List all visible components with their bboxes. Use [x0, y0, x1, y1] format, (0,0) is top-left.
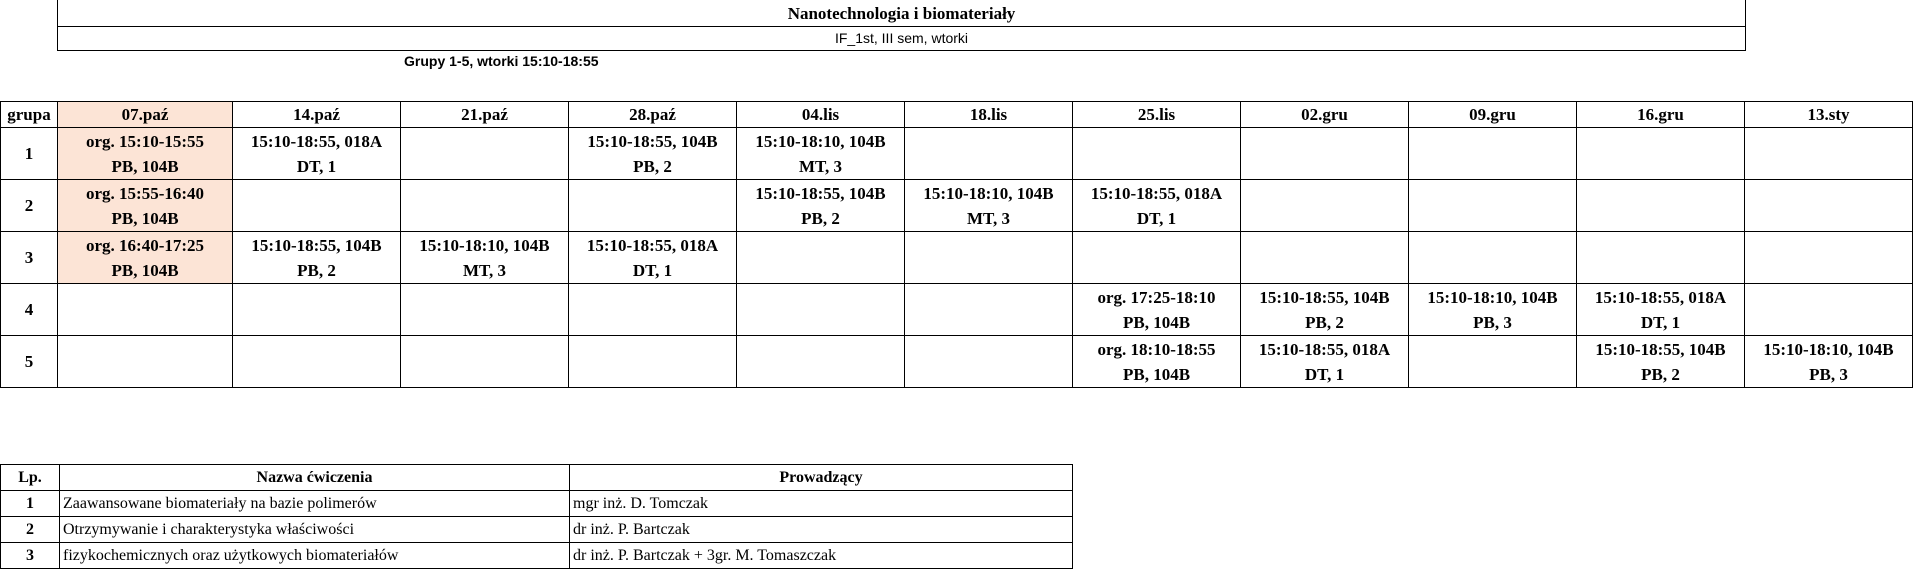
legend-header-lp: Lp. — [1, 465, 60, 491]
legend-header-teacher: Prowadzący — [570, 465, 1073, 491]
schedule-table — [0, 101, 1913, 388]
group-number: 5 — [1, 336, 58, 388]
legend-lp: 3 — [1, 543, 60, 569]
cell-teacher-exercise: PB, 104B — [1122, 312, 1191, 332]
cell-time-room: org. 17:25-18:10 — [1097, 287, 1216, 307]
groups-note: Grupy 1-5, wtorki 15:10-18:55 — [404, 53, 599, 69]
schedule-cell — [233, 336, 401, 388]
cell-time-room: 15:10-18:10, 104B — [1427, 287, 1558, 307]
cell-teacher-exercise: PB, 2 — [1641, 364, 1680, 384]
legend-table — [0, 464, 1073, 569]
date-header: 18.lis — [905, 102, 1073, 128]
cell-teacher-exercise: DT, 1 — [1136, 208, 1177, 228]
schedule-cell — [569, 336, 737, 388]
schedule-cell — [1241, 284, 1409, 336]
date-header: 25.lis — [1073, 102, 1241, 128]
schedule-cell — [737, 336, 905, 388]
date-header: 07.paź — [58, 102, 233, 128]
schedule-cell — [1073, 336, 1241, 388]
legend-teacher: mgr inż. D. Tomczak — [570, 491, 1073, 517]
schedule-cell — [1241, 180, 1409, 232]
cell-time-room: org. 15:10-15:55 — [85, 131, 205, 151]
schedule-cell — [1073, 128, 1241, 180]
schedule-body — [1, 128, 1913, 388]
legend-lp: 2 — [1, 517, 60, 543]
schedule-cell — [233, 128, 401, 180]
legend-teacher: dr inż. P. Bartczak — [570, 517, 1073, 543]
schedule-cell — [401, 336, 569, 388]
cell-teacher-exercise: PB, 104B — [111, 208, 179, 228]
cell-time-room: org. 16:40-17:25 — [85, 235, 205, 255]
schedule-row — [1, 336, 1913, 388]
schedule-cell — [737, 128, 905, 180]
legend-header-name: Nazwa ćwiczenia — [60, 465, 570, 491]
page-title: Nanotechnologia i biomateriały — [57, 0, 1746, 27]
legend-lp: 1 — [1, 491, 60, 517]
schedule-row — [1, 232, 1913, 284]
cell-teacher-exercise: PB, 2 — [297, 260, 336, 280]
schedule-cell — [1073, 284, 1241, 336]
schedule-cell — [233, 232, 401, 284]
date-header: 16.gru — [1577, 102, 1745, 128]
schedule-cell — [58, 284, 233, 336]
date-header: 02.gru — [1241, 102, 1409, 128]
schedule-cell — [401, 128, 569, 180]
cell-teacher-exercise: PB, 2 — [633, 156, 672, 176]
schedule-cell — [737, 180, 905, 232]
schedule-cell — [905, 284, 1073, 336]
schedule-cell — [1745, 336, 1913, 388]
schedule-cell — [1241, 232, 1409, 284]
date-header: 14.paź — [233, 102, 401, 128]
schedule-cell — [1577, 284, 1745, 336]
schedule-cell — [1409, 232, 1577, 284]
legend-row — [1, 543, 1073, 569]
schedule-cell — [401, 284, 569, 336]
cell-teacher-exercise: MT, 3 — [966, 208, 1011, 228]
date-header: 28.paź — [569, 102, 737, 128]
schedule-cell — [569, 232, 737, 284]
cell-time-room: 15:10-18:55, 018A — [1090, 183, 1223, 203]
schedule-cell — [905, 336, 1073, 388]
cell-teacher-exercise: PB, 104B — [111, 156, 179, 176]
schedule-cell — [401, 180, 569, 232]
group-number: 3 — [1, 232, 58, 284]
cell-time-room: 15:10-18:55, 104B — [587, 131, 718, 151]
cell-time-room: 15:10-18:55, 018A — [1594, 287, 1727, 307]
schedule-cell — [1745, 232, 1913, 284]
schedule-cell — [1745, 180, 1913, 232]
cell-time-room: 15:10-18:55, 018A — [1258, 339, 1391, 359]
legend-name: Otrzymywanie i charakterystyka właściwości — [60, 517, 570, 543]
schedule-cell — [1073, 232, 1241, 284]
schedule-cell — [569, 128, 737, 180]
schedule-cell — [1409, 128, 1577, 180]
cell-time-room: 15:10-18:55, 104B — [755, 183, 886, 203]
schedule-cell — [1409, 284, 1577, 336]
schedule-cell — [1241, 336, 1409, 388]
schedule-cell — [1577, 232, 1745, 284]
page-subtitle: IF_1st, III sem, wtorki — [57, 27, 1746, 51]
cell-time-room: 15:10-18:10, 104B — [923, 183, 1054, 203]
schedule-cell — [1073, 180, 1241, 232]
cell-teacher-exercise: DT, 1 — [632, 260, 673, 280]
schedule-cell — [569, 284, 737, 336]
legend-row — [1, 517, 1073, 543]
cell-teacher-exercise: MT, 3 — [798, 156, 843, 176]
schedule-cell — [233, 180, 401, 232]
cell-time-room: org. 15:55-16:40 — [85, 183, 205, 203]
schedule-row — [1, 180, 1913, 232]
cell-time-room: 15:10-18:10, 104B — [419, 235, 550, 255]
cell-teacher-exercise: MT, 3 — [462, 260, 507, 280]
schedule-cell — [569, 180, 737, 232]
cell-time-room: 15:10-18:55, 018A — [586, 235, 719, 255]
schedule-cell — [58, 128, 233, 180]
cell-teacher-exercise: PB, 104B — [1122, 364, 1191, 384]
cell-teacher-exercise: PB, 3 — [1809, 364, 1848, 384]
schedule-cell — [737, 232, 905, 284]
schedule-cell — [58, 336, 233, 388]
date-header: 21.paź — [401, 102, 569, 128]
legend-name: Zaawansowane biomateriały na bazie polimerów — [60, 491, 570, 517]
schedule-cell — [233, 284, 401, 336]
schedule-cell — [1241, 128, 1409, 180]
cell-teacher-exercise: PB, 3 — [1473, 312, 1512, 332]
schedule-cell — [737, 284, 905, 336]
cell-time-room: org. 18:10-18:55 — [1097, 339, 1216, 359]
legend-header-row — [1, 465, 1073, 491]
cell-teacher-exercise: PB, 2 — [801, 208, 840, 228]
date-header: 13.sty — [1745, 102, 1913, 128]
cell-teacher-exercise: DT, 1 — [1304, 364, 1345, 384]
cell-time-room: 15:10-18:10, 104B — [755, 131, 886, 151]
schedule-cell — [905, 232, 1073, 284]
legend-row — [1, 491, 1073, 517]
schedule-header-row — [1, 102, 1913, 128]
legend-teacher: dr inż. P. Bartczak + 3gr. M. Tomaszczak — [570, 543, 1073, 569]
header-block — [57, 0, 1746, 51]
cell-time-room: 15:10-18:55, 104B — [1595, 339, 1726, 359]
schedule-cell — [1745, 284, 1913, 336]
cell-time-room: 15:10-18:55, 104B — [1259, 287, 1390, 307]
schedule-cell — [905, 180, 1073, 232]
date-header: 04.lis — [737, 102, 905, 128]
cell-time-room: 15:10-18:10, 104B — [1763, 339, 1894, 359]
cell-teacher-exercise: PB, 104B — [111, 260, 179, 280]
schedule-cell — [58, 180, 233, 232]
group-number: 2 — [1, 180, 58, 232]
cell-time-room: 15:10-18:55, 104B — [251, 235, 382, 255]
cell-teacher-exercise: PB, 2 — [1305, 312, 1344, 332]
group-column-header: grupa — [1, 102, 58, 128]
cell-teacher-exercise: DT, 1 — [296, 156, 337, 176]
date-header: 09.gru — [1409, 102, 1577, 128]
schedule-cell — [1577, 128, 1745, 180]
cell-time-room: 15:10-18:55, 018A — [250, 131, 383, 151]
schedule-cell — [905, 128, 1073, 180]
schedule-cell — [401, 232, 569, 284]
schedule-cell — [58, 232, 233, 284]
cell-teacher-exercise: DT, 1 — [1640, 312, 1681, 332]
schedule-row — [1, 128, 1913, 180]
schedule-cell — [1577, 180, 1745, 232]
schedule-cell — [1577, 336, 1745, 388]
legend-name: fizykochemicznych oraz użytkowych biomateriałów — [60, 543, 570, 569]
schedule-cell — [1409, 336, 1577, 388]
schedule-cell — [1745, 128, 1913, 180]
schedule-cell — [1409, 180, 1577, 232]
group-number: 4 — [1, 284, 58, 336]
group-number: 1 — [1, 128, 58, 180]
schedule-row — [1, 284, 1913, 336]
